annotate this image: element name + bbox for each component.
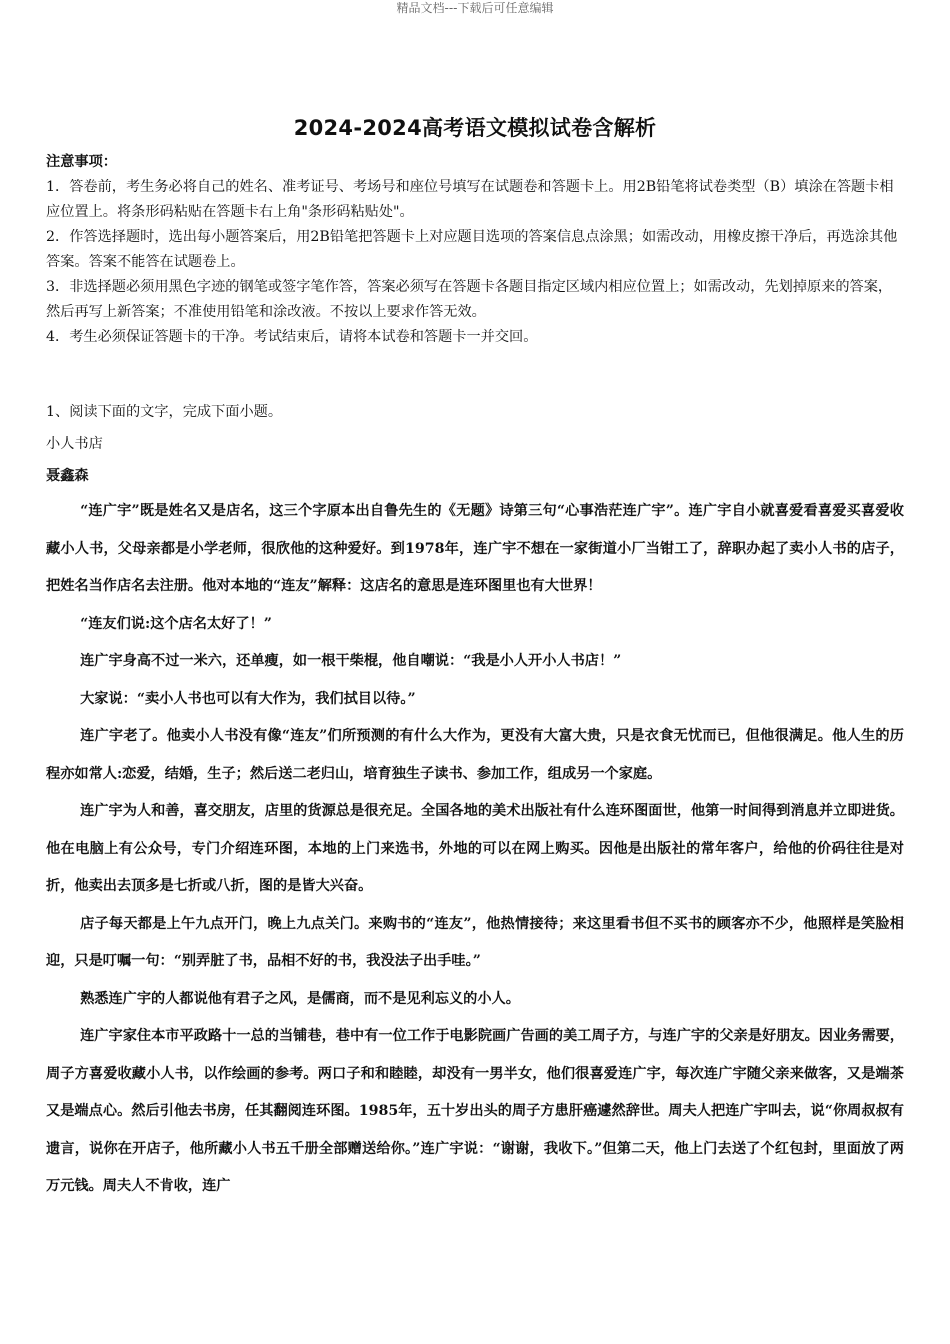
question-prompt: 1、阅读下面的文字，完成下面小题。 [46,404,283,420]
story-title: 小人书店 [46,436,103,452]
story-paragraph: “连广宇”既是姓名又是店名，这三个字原本出自鲁先生的《无题》诗第三句“心事浩茫连广宇”。连广宇自小就喜爱看喜爱买喜爱收藏小人书，父母亲都是小学老师，很欣他的这种爱好。到1978年，连广宇不想在一家街道小厂当钳工了，辞职办起了卖小人书的店子，把姓名当作店名去注册。他对本地的“连友”解释：这店名的意思是连环图里也有大世界！ [46,503,904,594]
story-paragraph: 连广宇为人和善，喜交朋友，店里的货源总是很充足。全国各地的美术出版社有什么连环图面世，他第一时间得到消息并立即进货。他在电脑上有公众号，专门介绍连环图，本地的上门来选书，外地的可以在网上购买。因他是出版社的常年客户，给他的价码往往是对折，他卖出去顶多是七折或八折，图的是皆大兴奋。 [46,803,904,894]
story-paragraph: 店子每天都是上午九点开门，晚上九点关门。来购书的“连友”，他热情接待；来这里看书但不买书的顾客亦不少，他照样是笑脸相迎，只是叮嘱一句：“别弄脏了书，品相不好的书，我没法子出手哇。” [46,915,904,969]
page-header-watermark: 精品文档---下载后可任意编辑 [396,1,554,15]
story-paragraph: 连广宇身高不过一米六，还单瘦，如一根干柴棍，他自嘲说：“我是小人开小人书店！” [80,653,622,669]
story-paragraph: 连广宇家住本市平政路十一总的当铺巷，巷中有一位工作于电影院画广告画的美工周子方，与连广宇的父亲是好朋友。因业务需要，周子方喜爱收藏小人书，以作绘画的参考。两口子和和睦睦，却没有一男半女，他们很喜爱连广宇，每次连广宇随父亲来做客，又是端茶又是端点心。然后引他去书房，任其翻阅连环图。1985年，五十岁出头的周子方患肝癌遽然辞世。周夫人把连广宇叫去，说“你周叔叔有遗言，说你在开店子，他所藏小人书五千册全部赠送给你。”连广宇说：“谢谢，我收下。”但第二天，他上门去送了个红包封，里面放了两万元钱。周夫人不肯收，连广 [46,1028,904,1194]
notice-item: 3．非选择题必须用黑色字迹的钢笔或签字笔作答，答案必须写在答题卡各题目指定区域内相应位置上；如需改动，先划掉原来的答案，然后再写上新答案；不准使用铅笔和涂改液。不按以上要求作答无效。 [46,279,893,320]
page-title: 2024-2024高考语文模拟试卷含解析 [293,116,657,140]
story-paragraph: 连广宇老了。他卖小人书没有像“连友”们所预测的有什么大作为，更没有大富大贵，只是衣食无忧而已，但他很满足。他人生的历程亦如常人:恋爱，结婚，生子；然后送二老归山，培育独生子读书、参加工作，组成另一个家庭。 [46,728,904,782]
story-paragraph: 熟悉连广宇的人都说他有君子之风，是儒商，而不是见利忘义的小人。 [80,990,520,1007]
notice-item: 1．答卷前，考生务必将自己的姓名、准考证号、考场号和座位号填写在试题卷和答题卡上。用2B铅笔将试卷类型（B）填涂在答题卡相应位置上。将条形码粘贴在答题卡右上角"条形码粘贴处"。 [46,179,894,220]
story-body [46,493,904,1206]
notice-label: 注意事项： [46,154,117,170]
story-paragraph: “连友们说:这个店名太好了！” [80,615,272,632]
story-paragraph: 大家说：“卖小人书也可以有大作为，我们拭目以待。” [80,690,416,707]
notice-item: 4．考生必须保证答题卡的干净。考试结束后，请将本试卷和答题卡一并交回。 [46,329,538,345]
notice-section [46,150,904,350]
notice-item: 2．作答选择题时，选出每小题答案后，用2B铅笔把答题卡上对应题目选项的答案信息点涂黑；如需改动，用橡皮擦干净后，再选涂其他答案。答案不能答在试题卷上。 [46,229,898,270]
story-author: 聂鑫森 [46,468,89,484]
question-header [46,398,904,494]
